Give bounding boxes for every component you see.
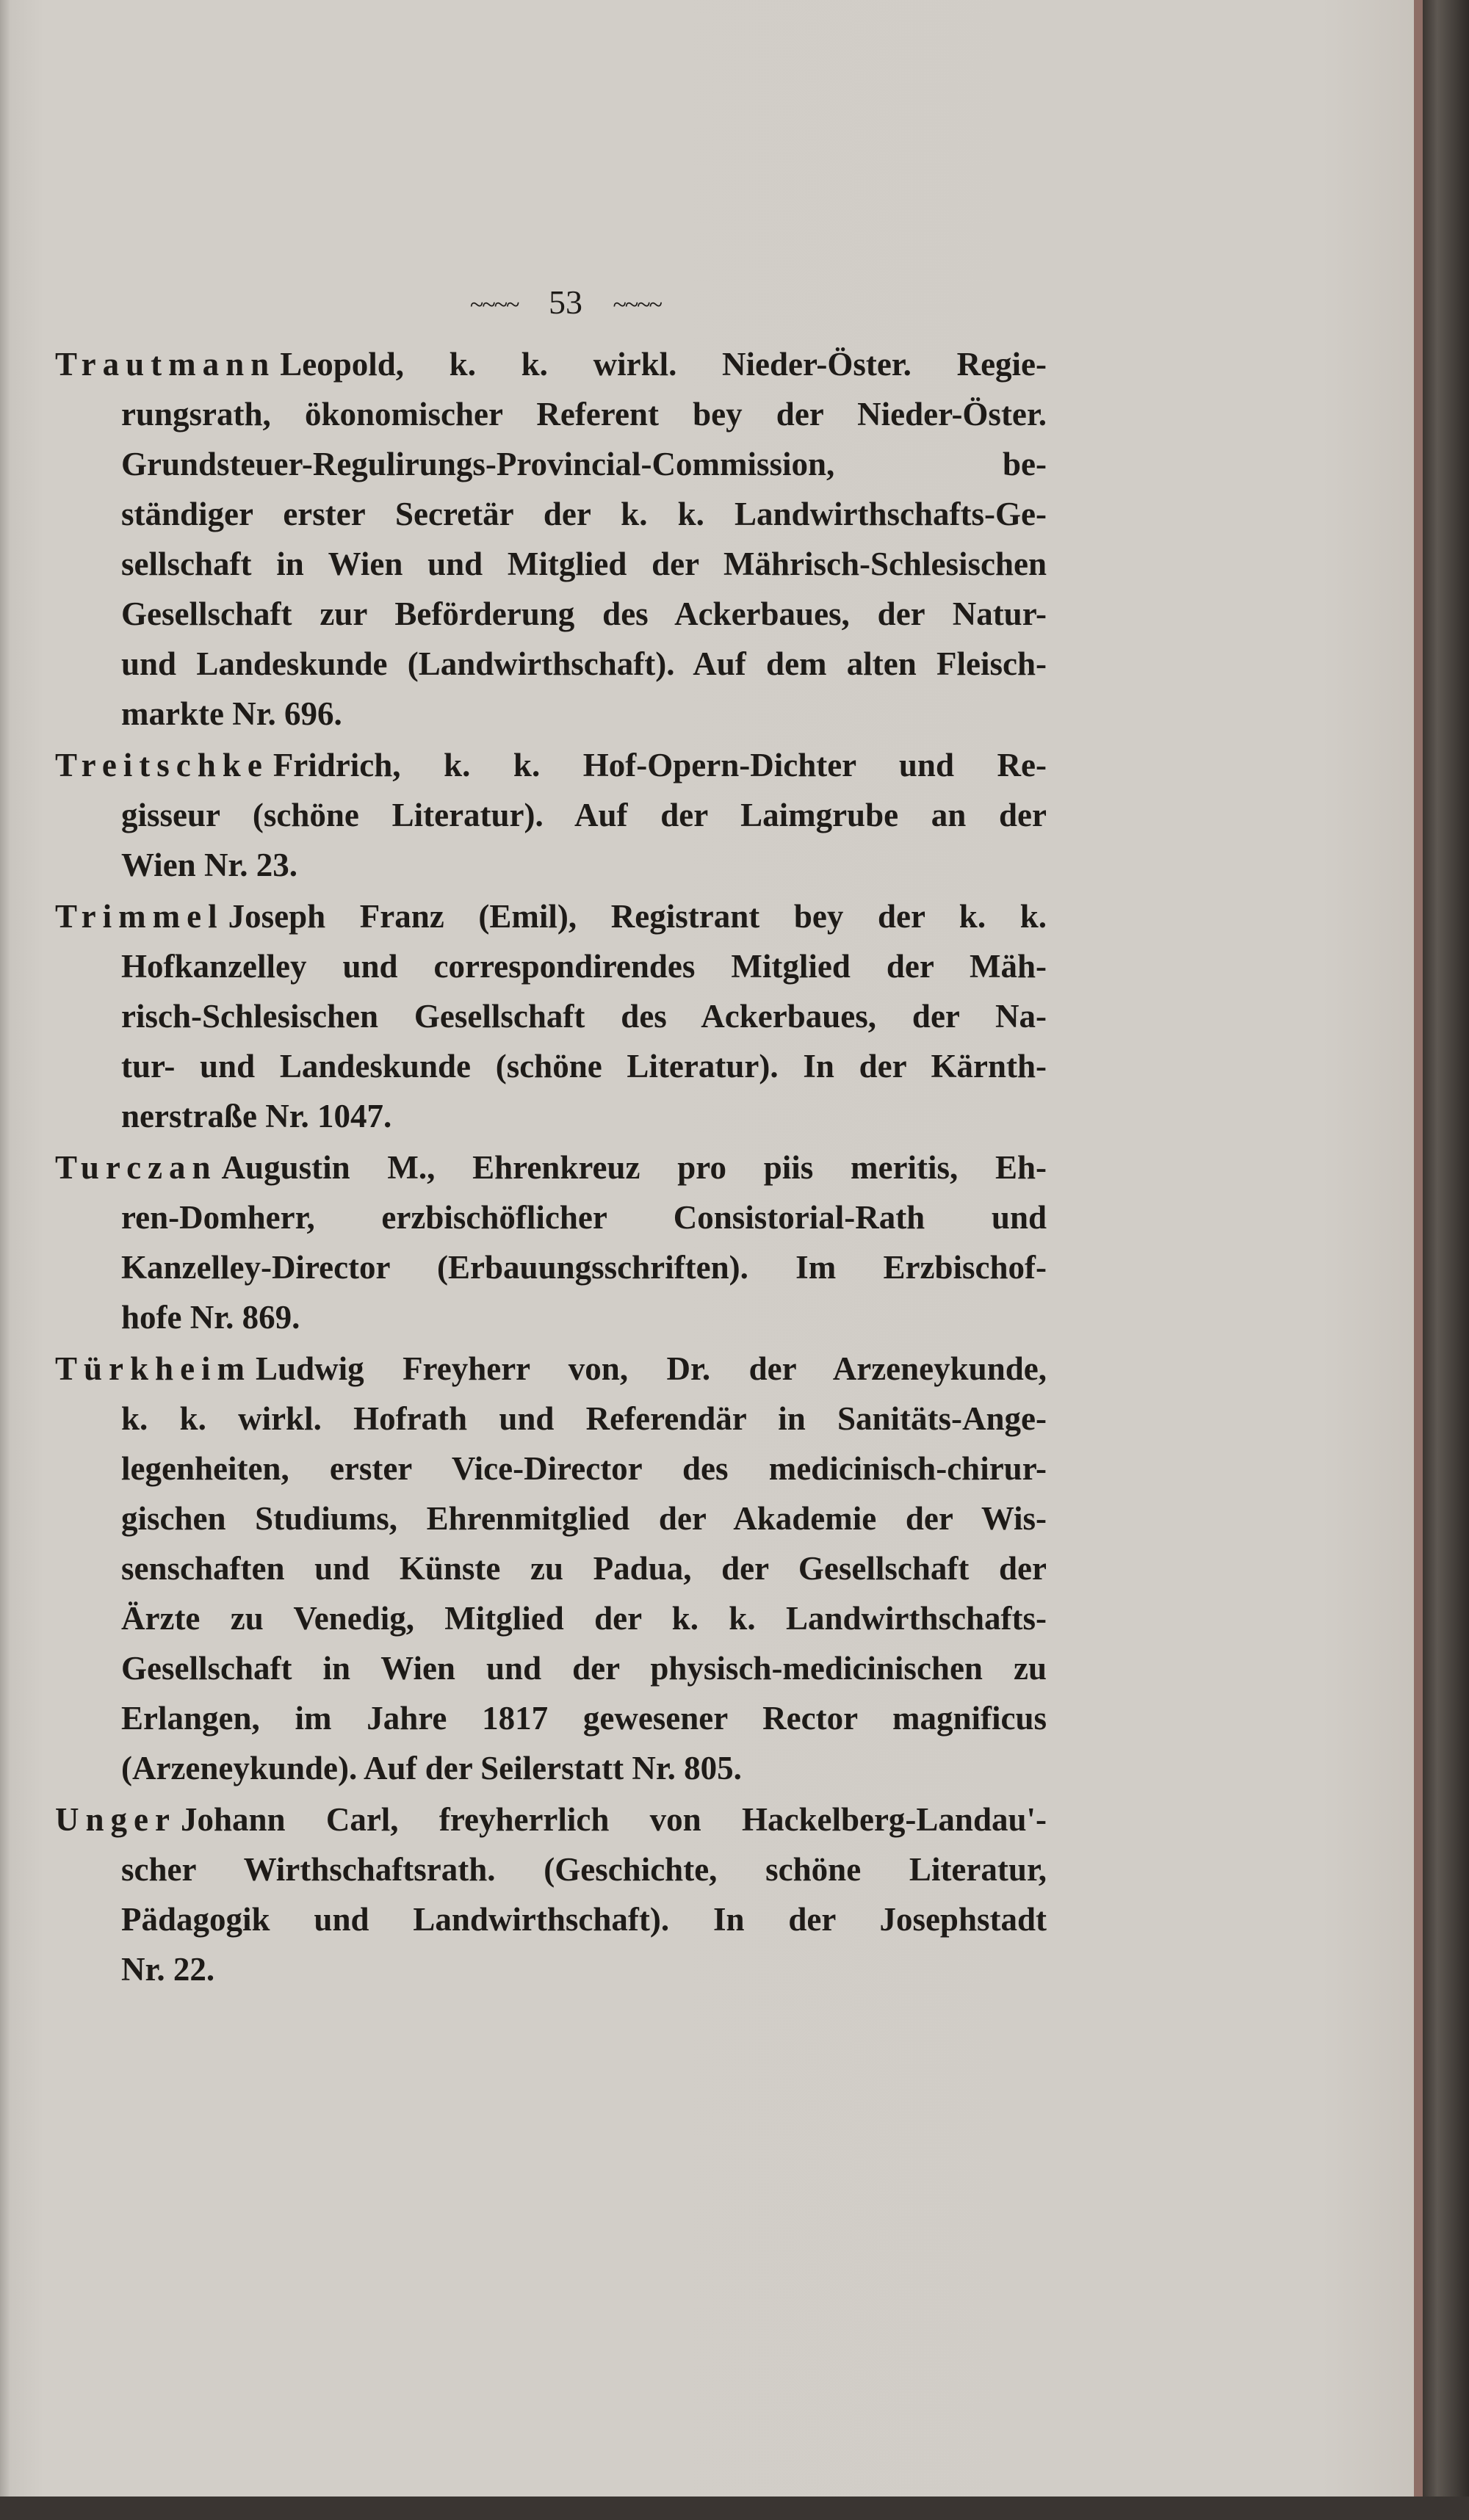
- entry-text: Pädagogik und Landwirthschaft). In der Josephstadt: [121, 1901, 1047, 1938]
- entry-text: gischen Studiums, Ehrenmitglied der Akademie der Wis-: [121, 1500, 1047, 1537]
- entry-line: [55, 339, 1047, 389]
- entry-text: und Landeskunde (Landwirthschaft). Auf dem alten Fleisch-: [121, 645, 1047, 682]
- entry-name: Turczan: [55, 1149, 217, 1186]
- entry-text: Fridrich, k. k. Hof-Opern-Dichter und Re-: [272, 747, 1047, 783]
- entry-name: Türkheim: [55, 1350, 252, 1387]
- entry-line: [121, 1444, 1047, 1493]
- entry-line: [121, 1593, 1047, 1643]
- entry-name: Unger: [55, 1801, 176, 1838]
- entry-line: [55, 1344, 1047, 1394]
- entry-name: Trautmann: [55, 346, 276, 383]
- entry-line: [121, 639, 1047, 689]
- entry-text: Wien Nr. 23.: [121, 847, 298, 883]
- entry-line: [121, 1192, 1047, 1242]
- entry-line: [55, 1143, 1047, 1192]
- entry-line: [121, 539, 1047, 589]
- entry-text: k. k. wirkl. Hofrath und Referendär in Sanitäts-Ange-: [121, 1400, 1047, 1437]
- entry-text: risch-Schlesischen Gesellschaft des Ackerbaues, der Na-: [121, 998, 1047, 1035]
- entry-text: Kanzelley-Director (Erbauungsschriften). Im Erzbischof-: [121, 1249, 1047, 1286]
- entry-line: [121, 1693, 1047, 1743]
- entry-line: [121, 1743, 1047, 1793]
- directory-entry: [55, 1795, 1047, 1994]
- entry-name: Treitschke: [55, 747, 269, 783]
- entry-text: sellschaft in Wien und Mitglied der Mährisch-Schlesischen: [121, 546, 1047, 582]
- entry-text: Joseph Franz (Emil), Registrant bey der k. k.: [228, 898, 1047, 935]
- entry-text: rungsrath, ökonomischer Referent bey der Nieder-Öster.: [121, 396, 1047, 432]
- entry-line: [55, 740, 1047, 790]
- entry-line: [121, 1242, 1047, 1292]
- scan-border: [0, 2497, 1469, 2520]
- entry-text: markte Nr. 696.: [121, 695, 342, 732]
- entry-line: [121, 1894, 1047, 1944]
- entry-line: [121, 1543, 1047, 1593]
- entry-line: [55, 891, 1047, 941]
- entry-text: Johann Carl, freyherrlich von Hackelberg-Landau'-: [180, 1801, 1047, 1838]
- entry-line: [121, 840, 1047, 890]
- entry-text: Erlangen, im Jahre 1817 gewesener Rector magnificus: [121, 1700, 1047, 1737]
- entry-text: hofe Nr. 869.: [121, 1299, 300, 1336]
- entry-text: nerstraße Nr. 1047.: [121, 1098, 392, 1134]
- entry-line: [121, 439, 1047, 489]
- entry-text: Gesellschaft in Wien und der physisch-medicinischen zu: [121, 1650, 1047, 1687]
- binding-edge: [1423, 0, 1469, 2520]
- entry-text: Hofkanzelley und correspondirendes Mitglied der Mäh-: [121, 948, 1047, 985]
- entry-text: tur- und Landeskunde (schöne Literatur). In der Kärnth-: [121, 1048, 1047, 1085]
- entry-name: Trimmel: [55, 898, 224, 935]
- page-number: 53: [549, 283, 582, 321]
- entry-line: [121, 1643, 1047, 1693]
- directory-entry: [55, 740, 1047, 890]
- entry-line: [121, 1844, 1047, 1894]
- entry-text: Ärzte zu Venedig, Mitglied der k. k. Landwirthschafts-: [121, 1600, 1047, 1637]
- entry-line: [121, 389, 1047, 439]
- page-header: [411, 283, 720, 322]
- entry-text: ren-Domherr, erzbischöflicher Consistorial-Rath und: [121, 1199, 1047, 1236]
- entry-line: [121, 1493, 1047, 1543]
- entry-text: ständiger erster Secretär der k. k. Landwirthschafts-Ge-: [121, 496, 1047, 532]
- ornament-left: ~~~~: [469, 292, 519, 319]
- entry-text: Nr. 22.: [121, 1951, 215, 1988]
- entry-text: Grundsteuer-Regulirungs-Provincial-Commission, be-: [121, 446, 1047, 482]
- entry-text: gisseur (schöne Literatur). Auf der Laimgrube an der: [121, 797, 1047, 833]
- directory-entry: [55, 891, 1047, 1141]
- entry-text: scher Wirthschaftsrath. (Geschichte, schöne Literatur,: [121, 1851, 1047, 1888]
- entry-text: Leopold, k. k. wirkl. Nieder-Öster. Regie-: [280, 346, 1047, 383]
- directory-entries: [55, 339, 1047, 1996]
- entry-text: (Arzeneykunde). Auf der Seilerstatt Nr. 805.: [121, 1750, 742, 1786]
- entry-line: [121, 489, 1047, 539]
- entry-text: Augustin M., Ehrenkreuz pro piis meritis, Eh-: [221, 1149, 1047, 1186]
- page-edge: [1414, 0, 1423, 2497]
- entry-line: [121, 1041, 1047, 1091]
- directory-entry: [55, 1344, 1047, 1793]
- entry-line: [121, 589, 1047, 639]
- entry-text: senschaften und Künste zu Padua, der Gesellschaft der: [121, 1550, 1047, 1587]
- entry-line: [121, 689, 1047, 739]
- entry-line: [121, 1091, 1047, 1141]
- entry-line: [121, 991, 1047, 1041]
- entry-line: [121, 1394, 1047, 1444]
- directory-entry: [55, 1143, 1047, 1342]
- ornament-right: ~~~~: [613, 292, 662, 319]
- entry-line: [121, 1292, 1047, 1342]
- entry-line: [121, 1944, 1047, 1994]
- entry-line: [121, 790, 1047, 840]
- entry-text: Gesellschaft zur Beförderung des Ackerbaues, der Natur-: [121, 595, 1047, 632]
- entry-text: legenheiten, erster Vice-Director des medicinisch-chirur-: [121, 1450, 1047, 1487]
- entry-line: [121, 941, 1047, 991]
- directory-entry: [55, 339, 1047, 739]
- entry-text: Ludwig Freyherr von, Dr. der Arzeneykunde,: [256, 1350, 1047, 1387]
- entry-line: [55, 1795, 1047, 1844]
